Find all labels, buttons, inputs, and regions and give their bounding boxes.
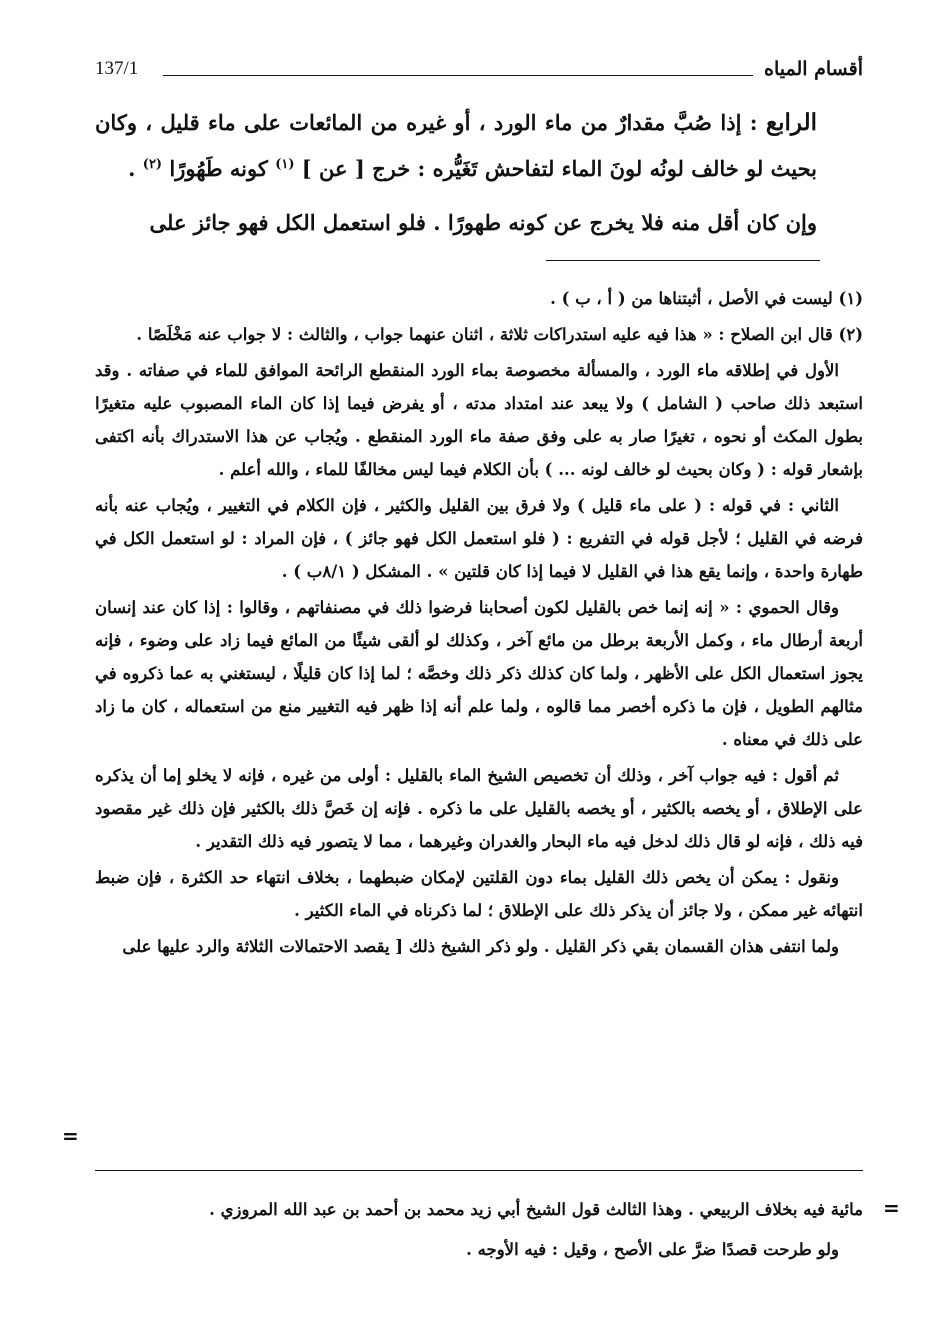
paragraph-lead-word: الرابع [765, 109, 817, 136]
continuation-mark: = [62, 1124, 79, 1148]
header-rule [163, 75, 753, 76]
footnote-ref-1: (١) [275, 157, 295, 172]
footnote-ref-2: (٢) [142, 157, 163, 172]
page-number: 137/1 [95, 58, 139, 79]
main-text [95, 100, 817, 246]
footnote-separator [546, 260, 820, 261]
footnote-2-para-last: ولما انتفى هذان القسمان بقي ذكر القليل . ولو ذكر الشيخ ذلك [ يقصد الاحتمالات الثلاثة والرد عليها على [122, 937, 839, 956]
main-paragraph-2: وإن كان أقل منه فلا يخرج عن كونه طهورًا . فلو استعمل الكل فهو جائز على [149, 210, 817, 235]
main-text-run: . [128, 156, 143, 181]
continued-footnote [95, 1190, 863, 1270]
running-header [95, 58, 863, 92]
footnote-2-para-qillatayn: ونقول : يمكن أن يخص ذلك القليل بماء دون القلتين لإمكان ضبطهما ، بخلاف انتهاء حد الكثرة ، فإن ضبط انتهائه غير ممكن ، ولا جائز أن يذكر ذلك على الإطلاق ؛ لما ذكرناه في الماء الكثير . [95, 868, 863, 920]
footnotes [95, 282, 863, 963]
main-paragraph-1 [95, 100, 817, 192]
continued-note-separator [95, 1170, 863, 1171]
footnote-2-para-second: الثاني : في قوله : ( على ماء قليل ) ولا فرق بين القليل والكثير ، فإن الكلام في التغيير ، ويُجاب عنه بأنه فرضه في القليل ؛ لأجل قوله في التفريع : ( فلو استعمل الكل فهو جائز ) ، فإن المراد : لو استعمل الكل في طهارة واحدة ، وإنما يقع هذا في القليل لا فيما إذا كان قلتين » . المشكل ( ٨/١ب ) . [95, 496, 863, 581]
continued-note-mark: = [883, 1196, 900, 1220]
continued-footnote-line-2: ولو طرحت قصدًا ضرَّ على الأصح ، وقيل : فيه الأوجه . [466, 1240, 839, 1259]
footnote-2-para-hamawi: وقال الحموي : « إنه إنما خص بالقليل لكون أصحابنا فرضوا ذلك في مصنفاتهم ، وقالوا : إذا كان عند إنسان أربعة أرطال ماء ، وكمل الأربعة برطل من مائع آخر ، وكذلك لو ألقى شيئًا من المائع فيما زاد على وضوء ، فإنه يجوز استعمال الكل على الأظهر ، ولما كان كذلك ذكر ذلك وخصَّه ؛ لما إذا كان قليلًا ، ليستغني به عما ذكروه في مثالهم الطويل ، فإن ما ذكره أخصر مما قالوه ، ولما علم أنه إذا ظهر فيه التغيير منع من استعماله ، كان ما زاد على ذلك في معناه . [95, 598, 863, 749]
chapter-title: أقسام المياه [763, 58, 863, 80]
main-text-run: : إذا صُبَّ مقدارٌ من ماء الورد ، أو غيره من المائعات على ماء قليل ، وكان بحيث لو خالف لونُه لونَ الماء لتفاحش تَغَيُّره : خرج [ عن ] [95, 110, 817, 181]
footnote-2-para-first: الأول في إطلاقه ماء الورد ، والمسألة مخصوصة بماء الورد المنقطع الرائحة الموافق للماء في صفاته . وقد استبعد ذلك صاحب ( الشامل ) ولا يبعد عند امتداد مدته ، أو يفرض فيما إذا كان الماء المصبوب عليه متغيرًا بطول المكث أو نحوه ، تغيرًا صار به على وفق صفة ماء الورد المنقطع . ويُجاب عن هذا الاستدراك بأنه اكتفى بإشعار قوله : ( وكان بحيث لو خالف لونه ... ) بأن الكلام فيما ليس مخالفًا للماء ، والله أعلم . [95, 361, 863, 479]
footnote-1: (١) ليست في الأصل ، أثبتناها من ( أ ، ب ) . [550, 289, 863, 308]
footnote-2-para-answer: ثم أقول : فيه جواب آخر ، وذلك أن تخصيص الشيخ الماء بالقليل : أولى من غيره ، فإنه لا يخلو إما أن يذكره على الإطلاق ، أو يخصه بالكثير ، أو يخصه بالقليل على ما ذكره . فإنه إن خَصَّ ذلك بالكثير فإن ذلك غير مقصود فيه ذلك ، فإنه لو قال ذلك لدخل فيه ماء البحار والغدران وغيرهما ، مما لا يتصور فيه ذلك التقدير . [95, 766, 863, 851]
footnote-2: (٢) قال ابن الصلاح : « هذا فيه عليه استدراكات ثلاثة ، اثنان عنهما جواب ، والثالث : لا جواب عنه مَخْلَصًا . [136, 325, 863, 344]
main-text-run: كونه طَهُورًا [162, 156, 276, 181]
continued-footnote-line-1: مائية فيه بخلاف الربيعي . وهذا الثالث قول الشيخ أبي زيد محمد بن أحمد بن عبد الله المروزي . [209, 1200, 863, 1219]
